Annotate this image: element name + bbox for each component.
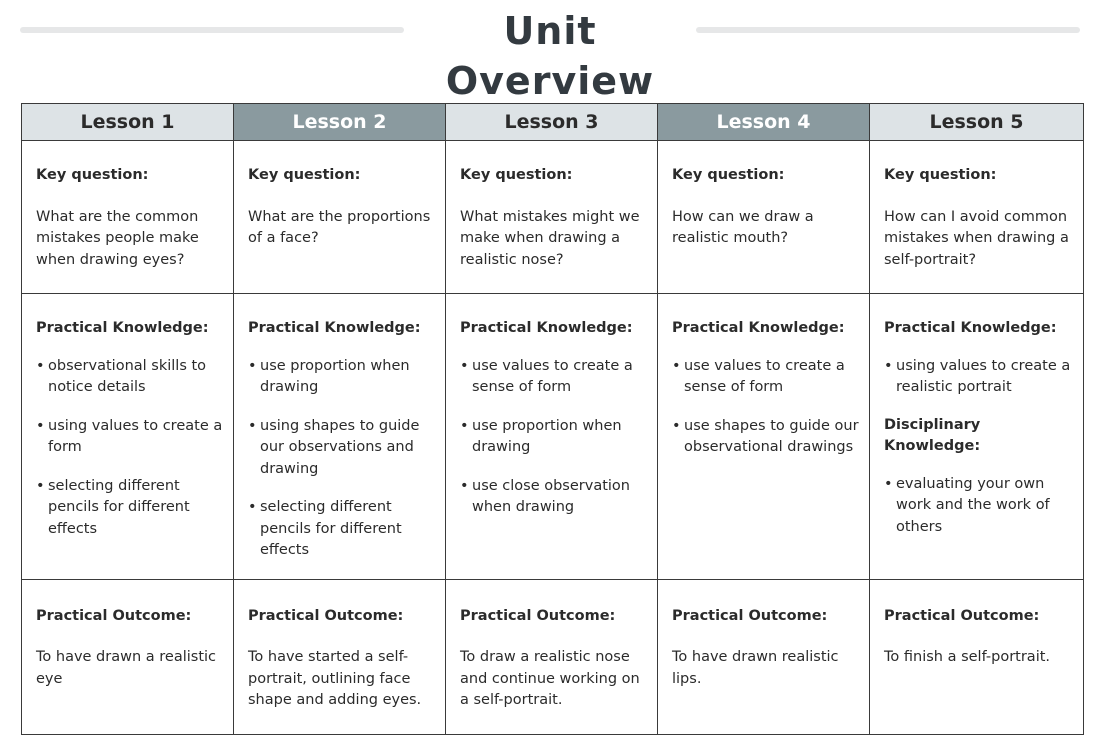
practical-outcome-label: Practical Outcome:	[460, 607, 616, 624]
practical-outcome-label: Practical Outcome:	[248, 607, 404, 624]
key-question-text: How can we draw a realistic mouth?	[672, 208, 814, 246]
practical-knowledge-label: Practical Knowledge:	[884, 320, 1057, 336]
knowledge-list	[672, 356, 859, 459]
practical-outcome-text: To draw a realistic nose and continue working on a self-portrait.	[460, 649, 640, 708]
key-question-label: Key question:	[672, 167, 785, 183]
lesson-3-header: Lesson 3	[446, 104, 658, 141]
lesson-1-knowledge-cell	[22, 294, 234, 580]
practical-outcome-label: Practical Outcome:	[36, 607, 192, 624]
key-question-label: Key question:	[884, 167, 997, 183]
lesson-2-key-question-cell	[234, 141, 446, 294]
knowledge-item: • selecting different pencils for different effects	[248, 497, 435, 562]
knowledge-item: • selecting different pencils for different effects	[36, 476, 223, 541]
lesson-5-knowledge-cell	[870, 294, 1084, 580]
lesson-5-header: Lesson 5	[870, 104, 1084, 141]
lesson-2-outcome-cell	[234, 579, 446, 734]
key-question-text: What are the proportions of a face?	[248, 208, 431, 246]
practical-outcome-row	[22, 579, 1084, 734]
lesson-1-key-question-cell	[22, 141, 234, 294]
disciplinary-list	[884, 474, 1073, 539]
knowledge-item: • use close observation when drawing	[460, 476, 647, 519]
disciplinary-knowledge-label: Disciplinary Knowledge:	[884, 416, 981, 454]
disciplinary-item: • evaluating your own work and the work of others	[884, 474, 1073, 539]
practical-knowledge-row	[22, 294, 1084, 580]
lesson-3-knowledge-cell	[446, 294, 658, 580]
key-question-label: Key question:	[36, 167, 149, 183]
lesson-3-outcome-cell	[446, 579, 658, 734]
knowledge-list	[36, 356, 223, 541]
knowledge-item: • use values to create a sense of form	[460, 356, 647, 399]
knowledge-item: • using values to create a form	[36, 416, 223, 459]
lesson-header-row	[22, 104, 1084, 141]
knowledge-item: • use proportion when drawing	[248, 356, 435, 399]
key-question-label: Key question:	[248, 167, 361, 183]
unit-overview-table	[21, 103, 1084, 735]
practical-outcome-text: To finish a self-portrait.	[884, 649, 1051, 665]
practical-outcome-label: Practical Outcome:	[672, 607, 828, 624]
practical-knowledge-label: Practical Knowledge:	[248, 320, 421, 336]
title-row	[0, 0, 1103, 103]
lesson-4-knowledge-cell	[658, 294, 870, 580]
lesson-2-header: Lesson 2	[234, 104, 446, 141]
knowledge-item: • use shapes to guide our observational drawings	[672, 416, 859, 459]
knowledge-list	[248, 356, 435, 562]
lesson-1-header: Lesson 1	[22, 104, 234, 141]
lesson-1-outcome-cell	[22, 579, 234, 734]
practical-outcome-text: To have drawn a realistic eye	[36, 649, 217, 687]
practical-knowledge-label: Practical Knowledge:	[672, 320, 845, 336]
lesson-4-key-question-cell	[658, 141, 870, 294]
knowledge-item: • using shapes to guide our observations and drawing	[248, 416, 435, 481]
knowledge-item: • observational skills to notice details	[36, 356, 223, 399]
knowledge-list	[460, 356, 647, 519]
lesson-5-outcome-cell	[870, 579, 1084, 734]
practical-knowledge-label: Practical Knowledge:	[460, 320, 633, 336]
practical-knowledge-label: Practical Knowledge:	[36, 320, 209, 336]
page-title: Unit Overview	[445, 9, 655, 103]
lesson-5-key-question-cell	[870, 141, 1084, 294]
key-question-label: Key question:	[460, 167, 573, 183]
practical-outcome-text: To have started a self-portrait, outlining face shape and adding eyes.	[248, 649, 422, 708]
title-divider-right	[696, 27, 1080, 33]
lesson-2-knowledge-cell	[234, 294, 446, 580]
knowledge-item: • use proportion when drawing	[460, 416, 647, 459]
lesson-4-header: Lesson 4	[658, 104, 870, 141]
key-question-text: What are the common mistakes people make when drawing eyes?	[36, 208, 199, 268]
lesson-3-key-question-cell	[446, 141, 658, 294]
key-question-row	[22, 141, 1084, 294]
key-question-text: What mistakes might we make when drawing a realistic nose?	[460, 208, 640, 268]
lesson-4-outcome-cell	[658, 579, 870, 734]
knowledge-list	[884, 356, 1073, 399]
practical-outcome-label: Practical Outcome:	[884, 607, 1040, 624]
title-divider-left	[20, 27, 404, 33]
knowledge-item: • using values to create a realistic portrait	[884, 356, 1073, 399]
practical-outcome-text: To have drawn realistic lips.	[672, 649, 839, 687]
knowledge-item: • use values to create a sense of form	[672, 356, 859, 399]
key-question-text: How can I avoid common mistakes when drawing a self-portrait?	[884, 208, 1069, 268]
